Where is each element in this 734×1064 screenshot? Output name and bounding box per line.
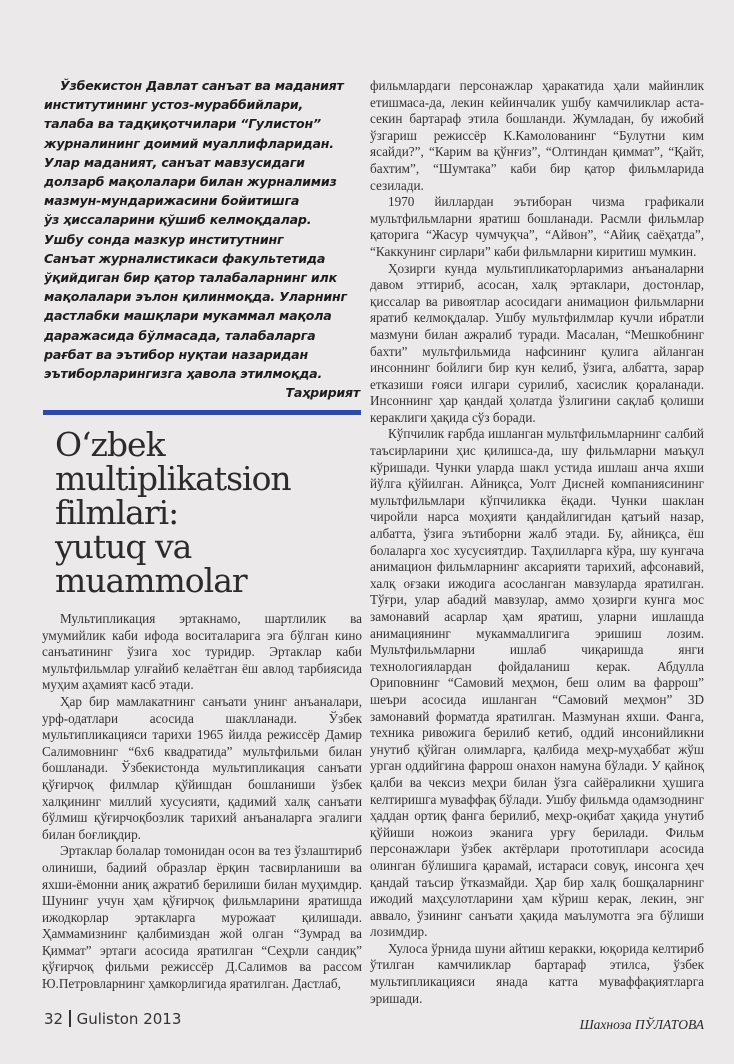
intro-line: эътиборларингизга ҳавола этилмоқда.	[44, 366, 323, 382]
title-line: muammolar	[55, 561, 247, 600]
publication-name: Guliston 2013	[76, 1010, 182, 1028]
article-body-left	[42, 611, 362, 993]
paragraph: Кўпчилик ғарбда ишланган мультфильмларнинг салбий таъсирларини ҳис қилишса-да, шу фильмларни маъқул кўришади. Чунки уларда шакл устида ишлаш анча яхши йўлга қўйилган. Айниқса, Уолт Дисней компаниясининг мультфильмлари кўпчиликка ёқади. Чунки шаклан чиройли нарса моҳияти қандайлигидан қатъий назар, албатта, ўзига эътиборни жалб этади. Бу, айниқса, ёш болаларга хос хусусиятдир. Таҳлилларга кўра, шу кунгача анимацион фильмларнинг аксарияти тарихий, афсонавий, халқ оғзаки ижодига асосланган мавзуларда яратилган. Тўғри, улар абадий мавзулар, аммо ҳозирги кунга мос замонавий асарлар ҳам яратиш, уларни ишлашда анимациянинг мукаммаллигига эришиш лозим. Мультфильмларни ишлаб чиқаришда янги технологиялардан фойдаланиш керак. Абдулла Ориповнинг “Самовий меҳмон, беш олим ва фаррош” шеъри асосида ишланган “Самовий меҳмон” 3D замонавий форматда яратилган. Мазмунан яхши. Фанга, техника ривожига берилиб кетиб, оддий инсонийликни унутиб қўйган олимларга, қалбида меҳр-муҳаббат жўш урган оддийгина фаррош онахон намуна бўлади. У қайноқ қалби ва чексиз меҳри билан ўзга сайёраликни ҳушига келтиришга муваффақ бўлади. Ушбу фильмда одамзоднинг ҳаддан ортиқ фанга берилиб, меҳр-оқибат ҳақида унутиб қўйиши ножоиз эканига урғу берилади. Фильм персонажлари ўзбек актёрлари прототиплари асосида олинган бўлишига қарамай, истараси совуқ, инсонга ҳеч қандай таъсир ўтказмайди. Ҳар бир халқ бошқаларнинг ижодий маҳсулотларини ҳам кўриш керак, лекин, энг аввало, ўзининг санъати ҳақида маълумотга эга бўлиши лозимдир.	[370, 426, 704, 940]
section-divider	[43, 410, 361, 415]
footer-separator	[69, 1010, 71, 1027]
intro-line: мақолалари эълон қилинмоқда. Уларнинг	[44, 289, 347, 305]
paragraph: Ҳозирги кунда мультипликаторларимиз анъаналарни давом эттириб, асосан, халқ эртаклари, достонлар, қиссалар ва ривоятлар асосидаги анимацион фильмларни яратиб келмоқдалар. Ушбу мультфилмлар кучли ибратли мазмуни билан ажралиб туради. Масалан, “Мешкобнинг бахти” мультфильмида нафсининг қулига айланган инсоннинг бойлиги бир кун келиб, ўзига, албатта, зарар етказиши ғояси илгари сурилиб, хасислик қораланади. Инсоннинг ҳар қандай ҳолатда ўзлигини сақлаб қолиши кераклиги ҳақида сўз боради.	[370, 260, 704, 425]
page-footer	[44, 1010, 181, 1028]
editorial-intro	[44, 76, 360, 402]
paragraph: Ҳар бир мамлакатнинг санъати унинг анъаналари, урф-одатлари асосида шаклланади. Ўзбек мультипликацияси тарихи 1965 йилда режиссёр Дамир Салимовнинг “6х6 квадратида” мультфильми билан бошланади. Ўзбекистонда мультипликация санъати қўғирчоқ филмлар қўйишдан бошланиши ўзбек халқининг миллий хусусияти, қадимий халқ санъати бўлмиш қўғирчоқбозлик тарихий анъаналарга эгалиги билан боғлиқдир.	[42, 693, 362, 842]
intro-line: мазмун-мундарижасини бойитишга	[44, 193, 300, 209]
title-line: O‘zbek	[55, 425, 165, 464]
paragraph: фильмлардаги персонажлар ҳаракатида ҳали майинлик етишмаса-да, лекин кейинчалик ушбу камчиликлар аста-секин бартараф этила бошланди. Жумладан, бу ижобий ўзгариш режиссёр К.Камолованинг “Булутни ким ясайди?”, “Карим ва қўнғиз”, “Олтиндан қиммат”, “Қайт, бахтим”, “Шумтака” каби бир қатор фильмларида сезилади.	[370, 78, 704, 193]
intro-line: ўз ҳиссаларини қўшиб келмоқдалар.	[44, 212, 312, 228]
title-line: yutuq va	[55, 527, 192, 566]
title-line: multiplikatsion	[55, 459, 291, 498]
page-number: 32	[44, 1010, 64, 1028]
intro-line: Санъат журналистикаси факультетида	[44, 250, 326, 266]
paragraph: 1970 йиллардан эътиборан чизма графикали мультфильмларни яратиш бошланади. Расмли фильмлар қаторига “Жасур чумчуқча”, “Айвон”, “Айиқ саёҳатда”, “Каккунинг сирлари” каби фильмларни киритиш мумкин.	[370, 194, 704, 259]
intro-line: Улар маданият, санъат мавзусидаги	[44, 154, 305, 170]
paragraph: Мультипликация эртакнамо, шартлилик ва умумийлик каби ифода воситаларига эга бўлган кино санъатининг ўзига хос туридир. Эртаклар каби мультфильмлар улғайиб келаётган ёш авлод тарбиясида муҳим аҳамият касб этади.	[42, 611, 362, 693]
intro-line: долзарб мақолалари билан журналимиз	[44, 174, 337, 190]
intro-line: талаба ва тадқиқотчилари “Гулистон”	[44, 116, 321, 132]
article-title	[55, 425, 370, 600]
article-body-right	[370, 78, 704, 1034]
article-author: Шахноза ПЎЛАТОВА	[579, 1017, 704, 1033]
intro-line: институтининг устоз-мураббийлари,	[44, 97, 304, 113]
intro-line: Ўзбекистон Давлат санъат ва маданият	[60, 78, 344, 93]
intro-line: рағбат ва эътибор нуқтаи назаридан	[44, 346, 308, 362]
intro-line: даражасида бўлмасада, талабаларга	[44, 327, 316, 343]
paragraph: Хулоса ўрнида шуни айтиш керакки, юқорида келтириб ўтилган камчиликлар бартараф этилса, ўзбек мультипликацияси янада катта муваффақиятларга эришади.	[370, 940, 704, 1006]
editorial-signature: Таҳририят	[285, 385, 360, 401]
title-line: filmlari:	[55, 493, 179, 532]
paragraph: Эртаклар болалар томонидан осон ва тез ўзлаштириб олиниши, бадиий образлар ёрқин тасвирланиши ва яхши-ёмонни аниқ ажратиб берилиши билан муҳимдир. Шунинг учун ҳам қўғирчоқ фильмларини яратишда ижодкорлар эртакларга мурожаат қилишади. Ҳаммамизнинг қалбимиздан жой олган “Зумрад ва Қиммат” эртаги асосида яратилган “Сеҳрли сандиқ” қўғирчоқ фильми режиссёр Д.Салимов ва рассом Ю.Петровларнинг ҳамкорлигида яратилган. Дастлаб,	[42, 843, 362, 992]
intro-line: ўқийдиган бир қатор талабаларнинг илк	[44, 270, 337, 286]
intro-line: журналининг доимий муаллифларидан.	[44, 135, 334, 151]
intro-line: Ушбу сонда мазкур институтнинг	[44, 231, 284, 247]
intro-line: дастлабки машқлари мукаммал мақола	[44, 308, 332, 324]
